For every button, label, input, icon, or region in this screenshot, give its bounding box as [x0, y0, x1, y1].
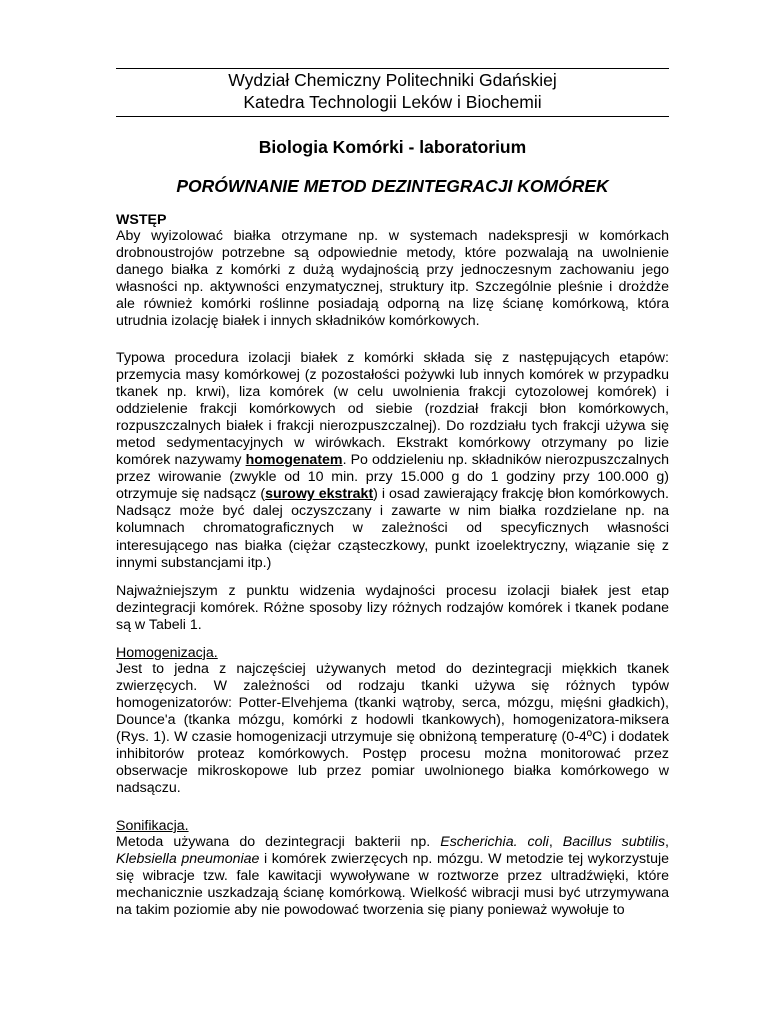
course-title: Biologia Komórki - laboratorium [258, 137, 527, 157]
sonication-heading: Sonifikacja. [116, 818, 189, 834]
intro-paragraph-2 [116, 350, 669, 572]
species-klebsiella-pneumoniae: Klebsiella pneumoniae [116, 851, 260, 868]
sonication-text-3: , [665, 834, 669, 850]
species-escherichia-coli: Escherichia. coli [440, 834, 549, 850]
intro-heading: WSTĘP [116, 212, 167, 228]
sonication-text-4: i komórek zwierzęcych np. mózgu. W metodzie tej wykorzystuje się wibracje tzw. fale kawitacji wywoływane w roztworze przez ultradźwięki, które mechanicznie uszkadzają ścianę komórkową. Wielkość wibracji musi być utrzymywana na takim poziomie aby nie powodować tworzenia się piany ponieważ wywołuje to [116, 851, 669, 919]
header-rule [116, 116, 669, 117]
sonication-paragraph [116, 834, 669, 919]
sonication-text-2: , [548, 834, 563, 850]
top-rule [116, 68, 669, 69]
faculty-name: Wydział Chemiczny Politechniki Gdańskiej [228, 70, 557, 90]
p2-text-c: . Po oddzieleniu np. składników nierozpuszczalnych przez wirowanie (zwykle od 10 min. przy 15.000 g do 1 godziny przy 100.000 g) otrzymuje się nadsącz ( [116, 452, 669, 503]
sonication-text-1: Metoda używana do dezintegracji bakterii np. [116, 834, 441, 850]
species-bacillus-subtilis: Bacillus subtilis [562, 834, 666, 850]
homogenization-paragraph: Jest to jedna z najczęściej używanych metod do dezintegracji miękkich tkanek zwierzęcych. W zależności od rodzaju tkanki używa się różnych typów homogenizatorów: Potter-Elvehjema (tkanki wątroby, serca, mózgu, mięśni gładkich), Dounce'a (tkanka mózgu, komórki z hodowli tkankowych), homogenizatora-miksera (Rys. 1). W czasie homogenizacji utrzymuje się obniżoną temperaturę (0-4ºC) i dodatek inhibitorów proteaz komórkowych. Postęp procesu można monitorować przez obserwacje mikroskopowe lub przez pomiar uwolnionego białka komórkowego w nadsączu. [116, 661, 669, 797]
intro-paragraph-3: Najważniejszym z punktu widzenia wydajności procesu izolacji białek jest etap dezintegracji komórek. Różne sposoby lizy różnych rodzajów komórek i tkanek podane są w Tabeli 1. [116, 583, 669, 634]
intro-paragraph-1: Aby wyizolować białka otrzymane np. w systemach nadekspresji w komórkach drobnoustrojów potrzebne są odpowiednie metody, które pozwalają na uwolnienie danego białka z komórki z dużą wydajnością przy jednoczesnym zachowaniu jego własności np. aktywności enzymatycznej, struktury itp. Szczególnie pleśnie i drożdże ale również komórki roślinne posiadają odporną na lizę ścianę komórkową, która utrudnia izolację białek i innych składników komórkowych. [116, 228, 669, 330]
p2-text-e: ) i osad zawierający frakcję błon komórkowych. Nadsącz może być dalej oczyszczany i zawarte w nim białka rozdzielane np. na kolumnach chromatograficznych w zależności od specyficznych własności interesującego nas białka (ciężar cząsteczkowy, punkt izoelektryczny, wiązanie się z innymi substancjami itp.) [116, 486, 669, 571]
exercise-title: PORÓWNANIE METOD DEZINTEGRACJI KOMÓREK [176, 176, 609, 196]
p2-text-a: Typowa procedura izolacji białek z komórki składa się z następujących etapów: przemycia masy komórkowej (z pozostałości pożywki lub innych komórek w przypadku tkanek np. krwi), liza komórek (w celu uwolnienia frakcji cytozolowej komórek) i oddzielenie frakcji komórkowych od siebie (rozdział frakcji błon komórkowych, rozpuszczalnych białek i frakcji nierozpuszczalnej). Do rozdziału tych frakcji używa się metod sedymentacyjnych w wirówkach. Ekstrakt komórkowy otrzymany po lizie komórek nazywamy [116, 350, 669, 469]
department-name: Katedra Technologii Leków i Biochemii [243, 92, 542, 112]
term-crude-extract: surowy ekstrakt [265, 486, 374, 503]
term-homogenate: homogenatem [245, 452, 343, 469]
homogenization-heading: Homogenizacja. [116, 645, 218, 661]
